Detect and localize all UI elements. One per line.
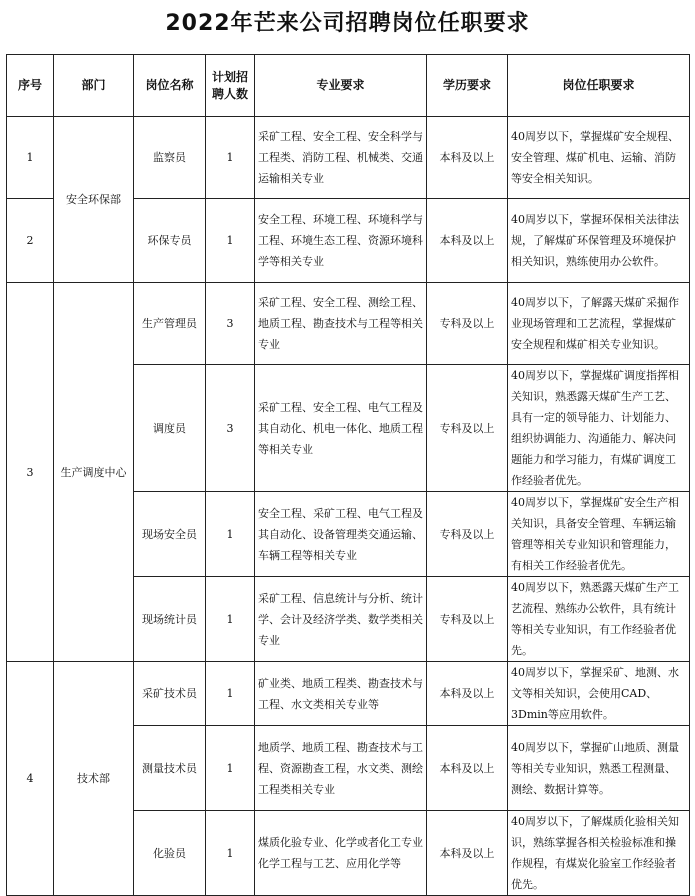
- requirements-cell: 40周岁以下，了解露天煤矿采掘作业现场管理和工艺流程，掌握煤矿安全规程和煤矿相关专业知识。: [508, 283, 690, 365]
- position-cell: 生产管理员: [134, 283, 206, 365]
- col-education-header: 学历要求: [427, 55, 508, 117]
- header-row: [7, 55, 690, 117]
- position-cell: 监察员: [134, 117, 206, 199]
- headcount-cell: 1: [206, 811, 255, 896]
- document-title: 2022年芒来公司招聘岗位任职要求: [165, 11, 530, 36]
- major-cell: 安全工程、环境工程、环境科学与工程、环境生态工程、资源环境科学等相关专业: [255, 199, 427, 283]
- headcount-cell: 1: [206, 199, 255, 283]
- education-cell: 专科及以上: [427, 492, 508, 577]
- position-cell: 环保专员: [134, 199, 206, 283]
- col-major-header: 专业要求: [255, 55, 427, 117]
- headcount-header-line2: 聘人数: [211, 86, 248, 101]
- headcount-cell: 1: [206, 117, 255, 199]
- table-row: [7, 662, 690, 726]
- requirements-cell: 40周岁以下，了解煤质化验相关知识，熟练掌握各相关检验标准和操作规程，有煤炭化验室工作经验者优先。: [508, 811, 690, 896]
- position-cell: 调度员: [134, 365, 206, 492]
- row-index: 4: [7, 662, 54, 896]
- headcount-cell: 1: [206, 577, 255, 662]
- requirements-cell: 40周岁以下，掌握煤矿调度指挥相关知识，熟悉露天煤矿生产工艺、具有一定的领导能力、计划能力、组织协调能力、沟通能力、解决问题能力和学习能力，有煤矿调度工作经验者优先。: [508, 365, 690, 492]
- major-cell: 煤质化验专业、化学或者化工专业化学工程与工艺、应用化学等: [255, 811, 427, 896]
- education-cell: 专科及以上: [427, 365, 508, 492]
- headcount-cell: 3: [206, 365, 255, 492]
- education-cell: 本科及以上: [427, 811, 508, 896]
- requirements-cell: 40周岁以下，掌握环保相关法律法规，了解煤矿环保管理及环境保护相关知识，熟练使用办公软件。: [508, 199, 690, 283]
- education-cell: 本科及以上: [427, 117, 508, 199]
- position-cell: 化验员: [134, 811, 206, 896]
- major-cell: 采矿工程、安全工程、安全科学与工程类、消防工程、机械类、交通运输相关专业: [255, 117, 427, 199]
- major-cell: 采矿工程、安全工程、电气工程及其自动化、机电一体化、地质工程等相关专业: [255, 365, 427, 492]
- position-cell: 现场安全员: [134, 492, 206, 577]
- major-cell: 矿业类、地质工程类、勘查技术与工程、水文类相关专业等: [255, 662, 427, 726]
- col-department-header: 部门: [54, 55, 134, 117]
- education-cell: 本科及以上: [427, 726, 508, 811]
- education-cell: 专科及以上: [427, 283, 508, 365]
- headcount-header-line1: 计划招: [211, 69, 248, 84]
- headcount-cell: 1: [206, 726, 255, 811]
- table-row: [7, 283, 690, 365]
- headcount-cell: 1: [206, 492, 255, 577]
- recruitment-table: [6, 54, 690, 896]
- major-cell: 采矿工程、信息统计与分析、统计学、会计及经济学类、数学类相关专业: [255, 577, 427, 662]
- major-cell: 安全工程、采矿工程、电气工程及其自动化、设备管理类交通运输、车辆工程等相关专业: [255, 492, 427, 577]
- education-cell: 专科及以上: [427, 577, 508, 662]
- headcount-cell: 1: [206, 662, 255, 726]
- major-cell: 地质学、地质工程、勘查技术与工程、资源勘查工程，水文类、测绘工程类相关专业: [255, 726, 427, 811]
- headcount-cell: 3: [206, 283, 255, 365]
- requirements-cell: 40周岁以下，熟悉露天煤矿生产工艺流程、熟练办公软件，具有统计等相关专业知识，有工作经验者优先。: [508, 577, 690, 662]
- education-cell: 本科及以上: [427, 662, 508, 726]
- requirements-cell: 40周岁以下，掌握采矿、地测、水文等相关知识，会使用CAD、3Dmin等应用软件。: [508, 662, 690, 726]
- position-cell: 采矿技术员: [134, 662, 206, 726]
- major-cell: 采矿工程、安全工程、测绘工程、地质工程、勘查技术与工程等相关专业: [255, 283, 427, 365]
- row-index: 1: [7, 117, 54, 199]
- department-cell: 生产调度中心: [54, 283, 134, 662]
- requirements-cell: 40周岁以下，掌握矿山地质、测量等相关专业知识，熟悉工程测量、测绘、数据计算等。: [508, 726, 690, 811]
- row-index: 2: [7, 199, 54, 283]
- department-cell: 安全环保部: [54, 117, 134, 283]
- col-headcount-header: [206, 55, 255, 117]
- col-position-header: 岗位名称: [134, 55, 206, 117]
- table-row: [7, 117, 690, 199]
- requirements-cell: 40周岁以下，掌握煤矿安全规程、安全管理、煤矿机电、运输、消防等安全相关知识。: [508, 117, 690, 199]
- requirements-cell: 40周岁以下，掌握煤矿安全生产相关知识，具备安全管理、车辆运输管理等相关专业知识和管理能力，有相关工作经验者优先。: [508, 492, 690, 577]
- position-cell: 测量技术员: [134, 726, 206, 811]
- position-cell: 现场统计员: [134, 577, 206, 662]
- col-requirements-header: 岗位任职要求: [508, 55, 690, 117]
- department-cell: 技术部: [54, 662, 134, 896]
- education-cell: 本科及以上: [427, 199, 508, 283]
- row-index: 3: [7, 283, 54, 662]
- col-index-header: 序号: [7, 55, 54, 117]
